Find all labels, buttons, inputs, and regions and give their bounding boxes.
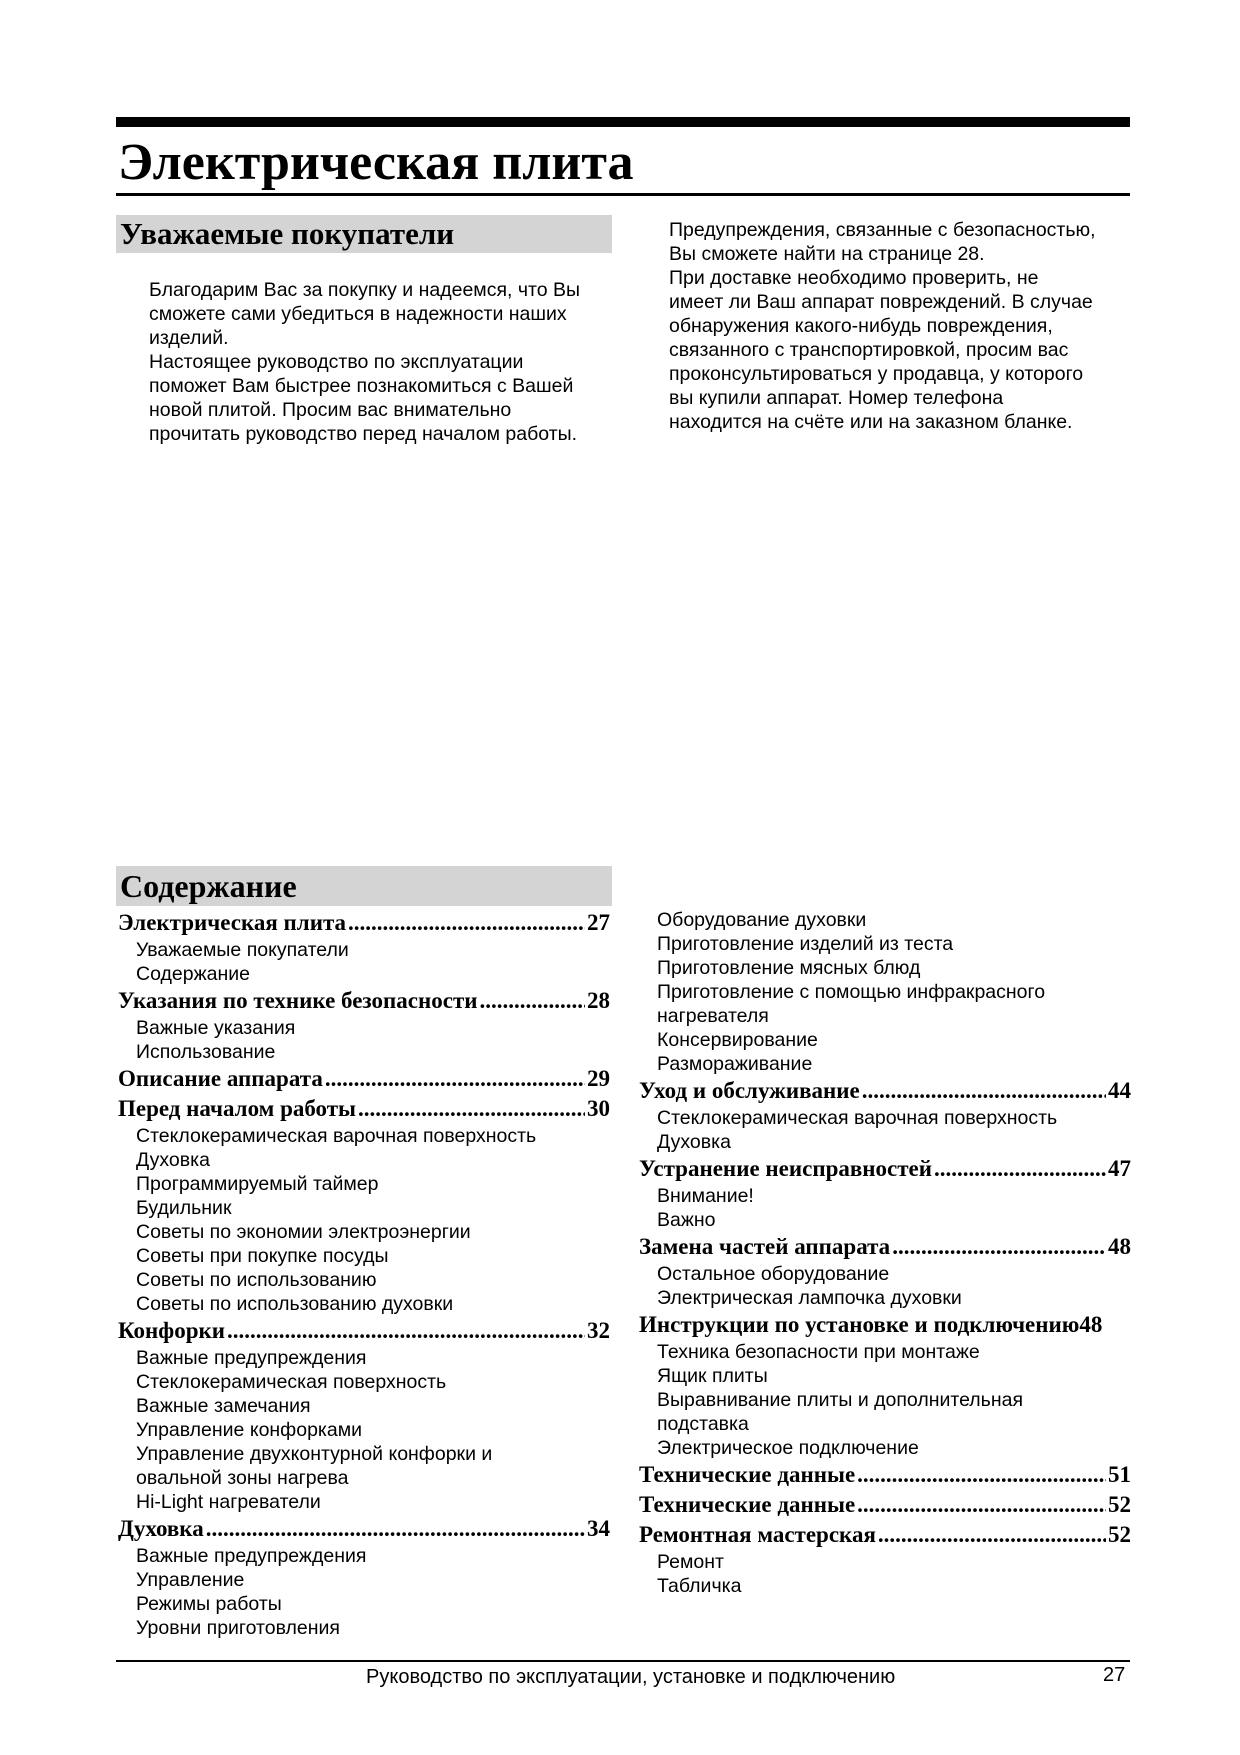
text-line: имеет ли Ваш аппарат повреждений. В случае: [669, 291, 1093, 313]
toc-subentry: Советы по использованию духовки: [136, 1293, 454, 1315]
contents-heading: Содержание: [116, 866, 612, 906]
toc-entry-title: Устранение неисправностей: [639, 1156, 933, 1181]
toc-entry: [118, 1064, 610, 1094]
toc-subentry: Приготовление мясных блюд: [657, 957, 921, 979]
toc-entry-title: Уход и обслуживание: [639, 1078, 860, 1103]
toc-leader-dots: [206, 1514, 585, 1544]
text-line: При доставке необходимо проверить, не: [669, 267, 1039, 289]
toc-subentry: Ремонт: [657, 1551, 724, 1573]
toc-entry-page: 32: [587, 1318, 610, 1343]
toc-entry-title: Технические данные: [639, 1492, 856, 1517]
text-line: обнаружения какого-нибудь повреждения,: [669, 315, 1053, 337]
toc-leader-dots: [857, 1490, 1106, 1520]
toc-entry: [639, 1460, 1131, 1490]
toc-subentry: Управление двухконтурной конфорки и: [136, 1443, 493, 1465]
toc-entry-title: Указания по технике безопасности: [118, 988, 478, 1013]
toc-entry-title: Ремонтная мастерская: [639, 1522, 876, 1547]
toc-entry-title: Перед началом работы: [118, 1096, 357, 1121]
toc-subentry: Приготовление с помощью инфракрасного: [657, 981, 1046, 1003]
text-line: Предупреждения, связанные с безопасностью,: [669, 219, 1096, 241]
toc-left-column: [118, 908, 610, 1640]
toc-subentry: Использование: [136, 1041, 276, 1063]
toc-subentry: Размораживание: [657, 1053, 813, 1075]
toc-subentry: Оборудование духовки: [657, 909, 867, 931]
toc-entry-page: 52: [1108, 1492, 1131, 1517]
toc-subentry: Электрическая лампочка духовки: [657, 1287, 962, 1309]
text-line: Благодарим Вас за покупку и надеемся, что Вы: [149, 279, 580, 301]
toc-entry-page: 30: [587, 1096, 610, 1121]
toc-subentry: Уважаемые покупатели: [136, 939, 349, 961]
toc-entry: [118, 1316, 610, 1346]
toc-subentry: Духовка: [657, 1131, 731, 1153]
toc-entry: [118, 986, 610, 1016]
toc-entry-title: Технические данные: [639, 1462, 856, 1487]
toc-subentry: Приготовление изделий из теста: [657, 933, 954, 955]
toc-subentry: Табличка: [657, 1575, 742, 1597]
toc-leader-dots: [325, 1064, 585, 1094]
text-line: проконсультироваться у продавца, у которого: [669, 363, 1084, 385]
toc-entry-page: 47: [1108, 1156, 1131, 1181]
toc-subentry: Советы по использованию: [136, 1269, 377, 1291]
text-line: вы купили аппарат. Номер телефона: [669, 387, 1004, 409]
toc-subentry: Электрическое подключение: [657, 1437, 919, 1459]
toc-entry-page: 34: [587, 1516, 610, 1541]
toc-subentry: Внимание!: [657, 1185, 754, 1207]
text-line: Настоящее руководство по эксплуатации: [149, 351, 524, 373]
toc-entry: [639, 1490, 1131, 1520]
toc-subentry: Духовка: [136, 1149, 210, 1171]
toc-subentry: Стеклокерамическая варочная поверхность: [657, 1107, 1058, 1129]
toc-subentry: Содержание: [136, 963, 250, 985]
intro-paragraph-right: [669, 218, 1139, 434]
toc-entry-page: 48: [1079, 1312, 1103, 1337]
toc-entry-title: Электрическая плита: [118, 910, 347, 935]
toc-entry: [639, 1520, 1131, 1550]
toc-subentry: Остальное оборудование: [657, 1263, 890, 1285]
footer-text: Руководство по эксплуатации, установке и подключению: [366, 1666, 896, 1688]
toc-subentry: Режимы работы: [136, 1593, 282, 1615]
toc-entry: [118, 1094, 610, 1124]
page-number: 27: [1103, 1664, 1126, 1686]
toc-subentry: Консервирование: [657, 1029, 818, 1051]
toc-subentry: Важные указания: [136, 1017, 296, 1039]
toc-entry: [118, 1514, 610, 1544]
toc-subentry: Стеклокерамическая поверхность: [136, 1371, 447, 1393]
page-title: Электрическая плита: [118, 134, 634, 191]
toc-subentry: Техника безопасности при монтаже: [657, 1341, 980, 1363]
text-line: находится на счёте или на заказном бланке.: [669, 411, 1073, 433]
toc-leader-dots: [892, 1232, 1106, 1262]
toc-entry-page: 44: [1108, 1078, 1131, 1103]
toc-subentry: Программируемый таймер: [136, 1173, 379, 1195]
toc-subentry: Уровни приготовления: [136, 1617, 340, 1639]
toc-subentry: Важные замечания: [136, 1395, 311, 1417]
toc-subentry: Важные предупреждения: [136, 1347, 367, 1369]
toc-entry: [639, 1232, 1131, 1262]
toc-entry-page: 52: [1108, 1522, 1131, 1547]
toc-subentry: Советы по экономии электроэнергии: [136, 1221, 471, 1243]
toc-leader-dots: [934, 1154, 1106, 1184]
toc-entry: [639, 1154, 1131, 1184]
toc-subentry: Ящик плиты: [657, 1365, 768, 1387]
toc-subentry: Управление: [136, 1569, 245, 1591]
top-rule: [116, 117, 1130, 127]
text-line: изделий.: [149, 327, 229, 349]
toc-subentry: Выравнивание плиты и дополнительная: [657, 1389, 1024, 1411]
text-line: связанного с транспортировкой, просим вас: [669, 339, 1069, 361]
toc-subentry: Стеклокерамическая варочная поверхность: [136, 1125, 537, 1147]
toc-subentry: овальной зоны нагрева: [136, 1467, 349, 1489]
toc-entry-page: 28: [587, 988, 610, 1013]
toc-subentry: Будильник: [136, 1197, 232, 1219]
title-rule: [116, 193, 1130, 196]
toc-entry-title: Конфорки: [118, 1318, 225, 1343]
dear-customers-heading: Уважаемые покупатели: [116, 215, 612, 253]
toc-leader-dots: [857, 1460, 1106, 1490]
text-line: сможете сами убедиться в надежности наших: [149, 303, 567, 325]
toc-leader-dots: [878, 1520, 1106, 1550]
toc-leader-dots: [480, 986, 585, 1016]
toc-subentry: подставка: [657, 1413, 749, 1435]
footer-rule: [116, 1660, 1130, 1662]
toc-right-column: [639, 908, 1131, 1598]
toc-leader-dots: [227, 1316, 585, 1346]
toc-entry: [639, 1310, 1131, 1340]
toc-subentry: Важные предупреждения: [136, 1545, 367, 1567]
text-line: поможет Вам быстрее познакомиться с Вашей: [149, 375, 574, 397]
intro-paragraph-left: [149, 278, 619, 446]
toc-entry-title: Духовка: [118, 1516, 204, 1541]
toc-entry-title: Замена частей аппарата: [639, 1234, 891, 1259]
text-line: новой плитой. Просим вас внимательно: [149, 399, 512, 421]
toc-entry: [118, 908, 610, 938]
toc-subentry: Управление конфорками: [136, 1419, 363, 1441]
toc-entry-page: 51: [1108, 1462, 1131, 1487]
toc-entry: [639, 1076, 1131, 1106]
toc-leader-dots: [862, 1076, 1106, 1106]
toc-entry-title: Инструкции по установке и подключению: [639, 1312, 1080, 1337]
toc-entry-page: 27: [587, 910, 610, 935]
toc-subentry: Советы при покупке посуды: [136, 1245, 389, 1267]
text-line: Вы сможете найти на странице 28.: [669, 243, 985, 265]
toc-subentry: нагревателя: [657, 1005, 769, 1027]
toc-leader-dots: [358, 1094, 585, 1124]
text-line: прочитать руководство перед началом работы.: [149, 423, 578, 445]
toc-entry-title: Описание аппарата: [118, 1066, 323, 1091]
toc-leader-dots: [348, 908, 585, 938]
toc-entry-page: 29: [587, 1066, 610, 1091]
toc-entry-page: 48: [1108, 1234, 1131, 1259]
toc-subentry: Hi-Light нагреватели: [136, 1491, 321, 1513]
toc-subentry: Важно: [657, 1209, 716, 1231]
